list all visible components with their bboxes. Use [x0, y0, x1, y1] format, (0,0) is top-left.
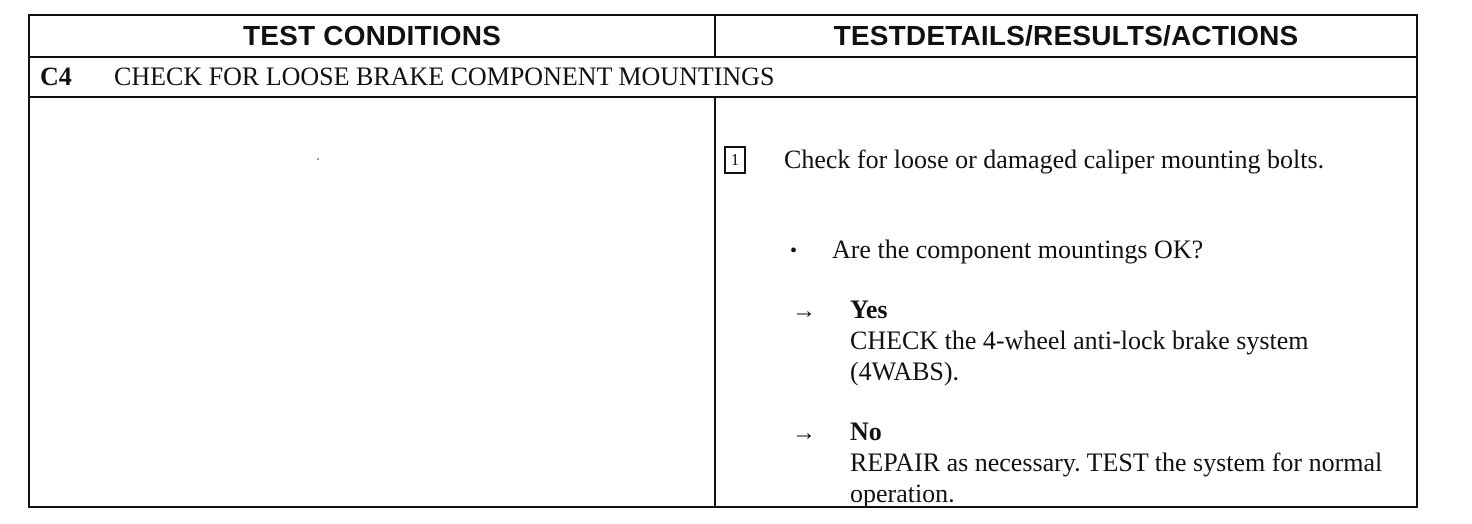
- scan-speck: [317, 158, 319, 160]
- step-question: Are the component mountings OK?: [832, 235, 1204, 264]
- test-details-cell: [716, 98, 1416, 508]
- header-test-details: TESTDETAILS/RESULTS/ACTIONS: [833, 20, 1299, 51]
- bullet-icon: •: [790, 240, 798, 262]
- step-instruction: Check for loose or damaged caliper mounting bolts.: [784, 145, 1325, 174]
- section-row: [30, 58, 1416, 98]
- header-test-conditions: TEST CONDITIONS: [242, 20, 502, 51]
- arrow-right-icon: →: [792, 420, 816, 446]
- answer-no: [850, 416, 1410, 509]
- table-header-row: [30, 16, 1416, 58]
- answer-no-label: No: [850, 417, 882, 446]
- answer-no-action: REPAIR as necessary. TEST the system for normal operation.: [850, 448, 1383, 508]
- arrow-right-icon: →: [792, 298, 816, 324]
- diagnostic-table: [28, 14, 1418, 508]
- section-id: C4: [40, 62, 72, 91]
- answer-yes-action: CHECK the 4-wheel anti-lock brake system (4WABS).: [850, 326, 1309, 386]
- section-title: CHECK FOR LOOSE BRAKE COMPONENT MOUNTINGS: [114, 62, 775, 91]
- answer-yes: [850, 294, 1410, 387]
- step-number-box: 1: [724, 146, 746, 174]
- answer-yes-label: Yes: [850, 295, 888, 324]
